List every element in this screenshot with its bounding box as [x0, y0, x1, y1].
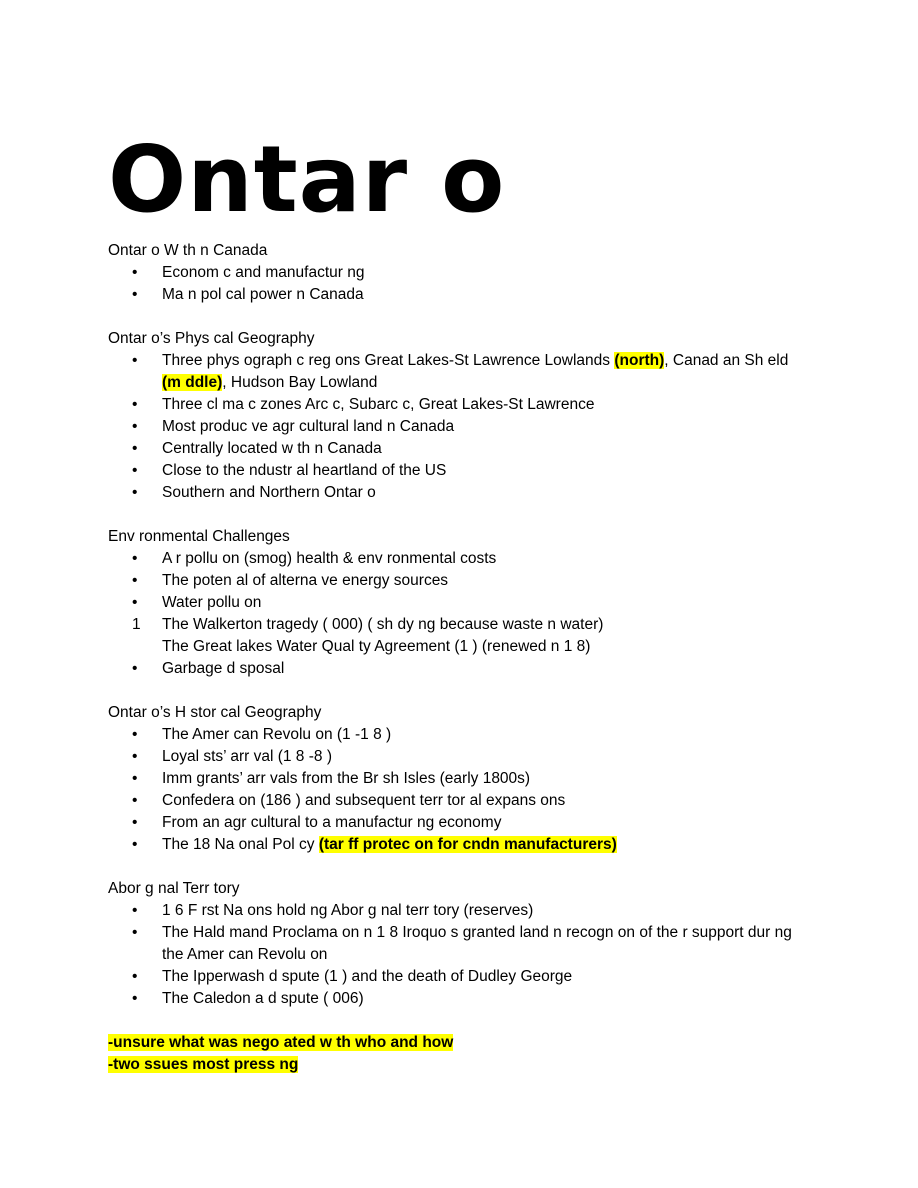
- list-item: [108, 460, 808, 482]
- list-ontario-within-canada: [108, 262, 808, 306]
- bullet-marker: •: [132, 594, 138, 611]
- list-item-text: Econom c and manufactur ng: [162, 264, 365, 281]
- list-item: [108, 482, 808, 504]
- bullet-marker: •: [132, 660, 138, 677]
- note-text: -unsure what was nego ated w th who and how: [108, 1034, 454, 1051]
- list-item-text: The Great lakes Water Qual ty Agreement (1 ) (renewed n 1 8): [162, 638, 591, 655]
- bullet-marker: •: [132, 462, 138, 479]
- list-physical-geography: [108, 350, 808, 504]
- list-item-text: The poten al of alterna ve energy sources: [162, 572, 449, 589]
- bullet-marker: •: [132, 902, 138, 919]
- section-spacer: [108, 306, 808, 328]
- list-item: [108, 812, 808, 834]
- list-item-text: , Hudson Bay Lowland: [222, 374, 378, 391]
- list-aboriginal-territory: [108, 900, 808, 1010]
- list-item: [108, 548, 808, 570]
- list-item: [108, 570, 808, 592]
- list-item: [108, 416, 808, 438]
- document-body: [108, 240, 808, 1076]
- list-item-text: Southern and Northern Ontar o: [162, 484, 376, 501]
- list-item-text: Garbage d sposal: [162, 660, 285, 677]
- bullet-marker: •: [132, 352, 138, 369]
- list-item: [108, 658, 808, 680]
- list-item: [108, 900, 808, 922]
- list-item: [108, 790, 808, 812]
- bullet-marker: •: [132, 264, 138, 281]
- list-item-text: The Hald mand Proclama on n 1 8 Iroquo s granted land n recogn on of the r support dur ng the Amer can Revolu on: [162, 924, 792, 963]
- list-item: [108, 746, 808, 768]
- list-item: [108, 636, 808, 658]
- highlighted-note: [108, 1054, 808, 1076]
- heading-aboriginal-territory: Abor g nal Terr tory: [108, 880, 240, 897]
- bullet-marker: •: [132, 792, 138, 809]
- list-item: [108, 350, 808, 394]
- note-text: -two ssues most press ng: [108, 1056, 299, 1073]
- list-environmental-challenges: [108, 548, 808, 680]
- list-item-text: Water pollu on: [162, 594, 262, 611]
- section-spacer: [108, 856, 808, 878]
- list-item-text: From an agr cultural to a manufactur ng economy: [162, 814, 502, 831]
- list-item-text: Close to the ndustr al heartland of the US: [162, 462, 447, 479]
- list-item-text: The Amer can Revolu on (1 -1 8 ): [162, 726, 392, 743]
- heading-ontario-within-canada: Ontar o W th n Canada: [108, 242, 268, 259]
- list-item: [108, 438, 808, 460]
- list-item-text: The Caledon a d spute ( 006): [162, 990, 364, 1007]
- list-item-text: The Walkerton tragedy ( 000) ( sh dy ng because waste n water): [162, 616, 604, 633]
- list-item: [108, 922, 808, 966]
- bullet-marker: •: [132, 440, 138, 457]
- heading-historical-geography: Ontar o’s H stor cal Geography: [108, 704, 322, 721]
- list-item-text: Loyal sts’ arr val (1 8 -8 ): [162, 748, 332, 765]
- list-item-text: Three phys ograph c reg ons Great Lakes-St Lawrence Lowlands: [162, 352, 615, 369]
- list-item: [108, 966, 808, 988]
- bullet-marker: •: [132, 286, 138, 303]
- list-item-text: Centrally located w th n Canada: [162, 440, 382, 457]
- bullet-marker: •: [132, 990, 138, 1007]
- section-spacer: [108, 1010, 808, 1032]
- document-title: Ontar o: [108, 126, 506, 233]
- bullet-marker: •: [132, 418, 138, 435]
- list-item: [108, 614, 808, 636]
- highlight-middle: (m ddle): [162, 374, 223, 391]
- bullet-marker: •: [132, 968, 138, 985]
- list-historical-geography: [108, 724, 808, 856]
- bullet-marker: •: [132, 726, 138, 743]
- bullet-marker: •: [132, 484, 138, 501]
- section-spacer: [108, 504, 808, 526]
- list-item: [108, 724, 808, 746]
- list-item: [108, 834, 808, 856]
- heading-physical-geography: Ontar o’s Phys cal Geography: [108, 330, 315, 347]
- list-item: [108, 768, 808, 790]
- list-item: [108, 394, 808, 416]
- bullet-marker: •: [132, 836, 138, 853]
- number-marker: 1: [132, 616, 141, 633]
- list-item: [108, 988, 808, 1010]
- list-item-text: , Canad an Sh eld: [664, 352, 789, 369]
- highlighted-note: [108, 1032, 808, 1054]
- bullet-marker: •: [132, 748, 138, 765]
- list-item: [108, 284, 808, 306]
- list-item: [108, 262, 808, 284]
- list-item-text: Imm grants’ arr vals from the Br sh Isles (early 1800s): [162, 770, 531, 787]
- bullet-marker: •: [132, 770, 138, 787]
- list-item-text: The Ipperwash d spute (1 ) and the death of Dudley George: [162, 968, 573, 985]
- list-item-text: Confedera on (186 ) and subsequent terr tor al expans ons: [162, 792, 566, 809]
- bullet-marker: •: [132, 572, 138, 589]
- heading-environmental-challenges: Env ronmental Challenges: [108, 528, 290, 545]
- list-item-text: Most produc ve agr cultural land n Canada: [162, 418, 455, 435]
- bullet-marker: •: [132, 396, 138, 413]
- list-item-text: 1 6 F rst Na ons hold ng Abor g nal terr tory (reserves): [162, 902, 534, 919]
- list-item-text: Three cl ma c zones Arc c, Subarc c, Great Lakes-St Lawrence: [162, 396, 595, 413]
- list-item-text: A r pollu on (smog) health & env ronmental costs: [162, 550, 497, 567]
- highlight-north: (north): [614, 352, 665, 369]
- list-item: [108, 592, 808, 614]
- bullet-marker: •: [132, 924, 138, 941]
- highlight-tariff-protection: (tar ff protec on for cndn manufacturers): [318, 836, 617, 853]
- list-item-text: The 18 Na onal Pol cy: [162, 836, 319, 853]
- bullet-marker: •: [132, 814, 138, 831]
- section-spacer: [108, 680, 808, 702]
- bullet-marker: •: [132, 550, 138, 567]
- list-item-text: Ma n pol cal power n Canada: [162, 286, 364, 303]
